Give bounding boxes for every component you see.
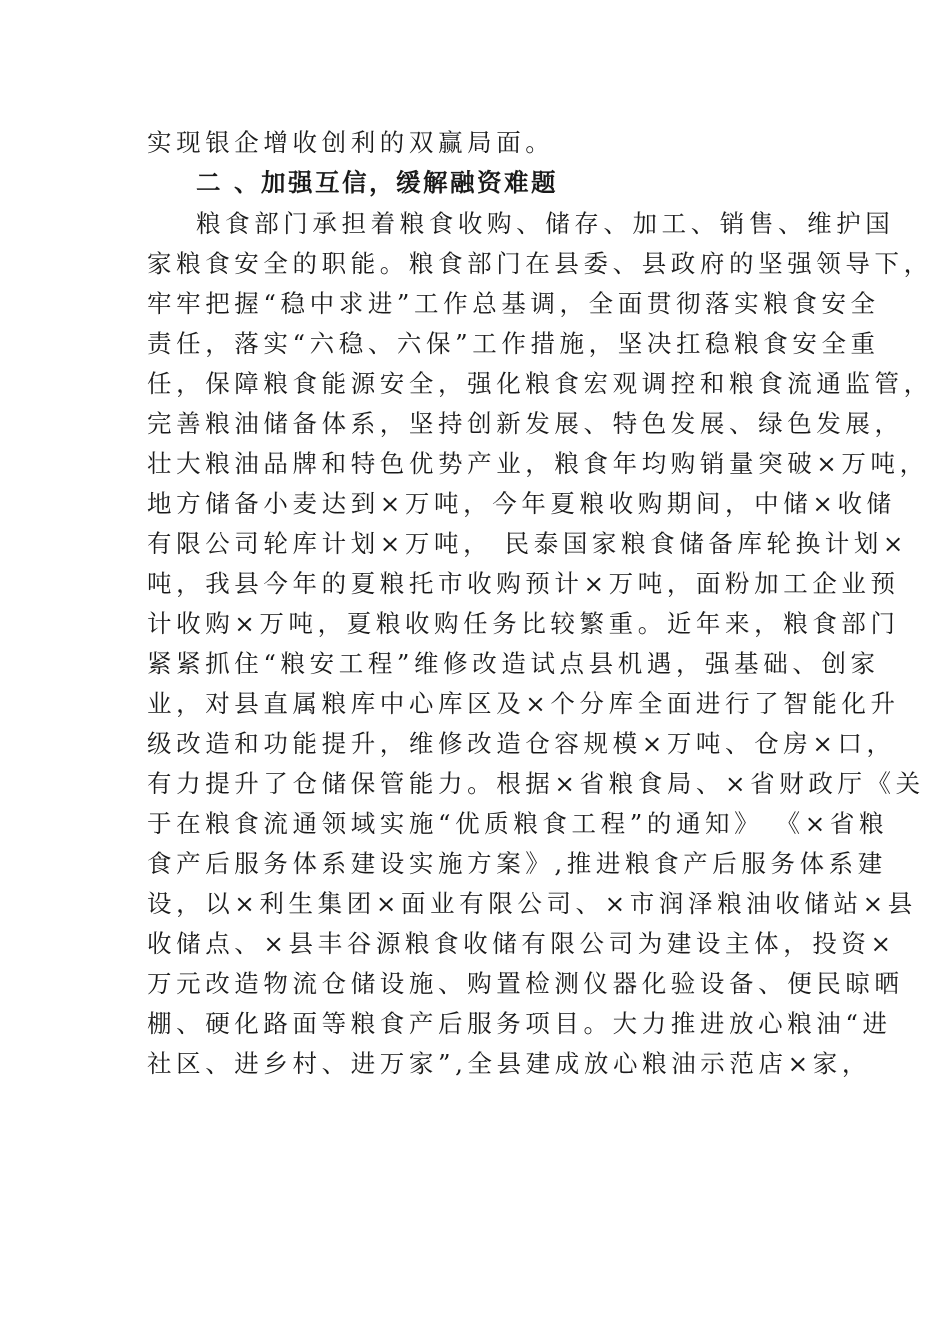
paragraph-line: 棚、硬化路面等粮食产后服务项目。大力推进放心粮油“进 — [147, 1009, 892, 1038]
paragraph-line: 粮食部门承担着粮食收购、储存、加工、销售、维护国 — [196, 209, 895, 238]
paragraph-line: 责任，落实“六稳、六保”工作措施，坚决扛稳粮食安全重 — [147, 329, 880, 358]
paragraph-line: 地方储备小麦达到×万吨，今年夏粮收购期间，中储×收储 — [147, 489, 896, 518]
paragraph-line: 有限公司轮库计划×万吨， 民泰国家粮食储备库轮换计划× — [147, 529, 909, 558]
paragraph-line: 壮大粮油品牌和特色优势产业，粮食年均购销量突破×万吨， — [147, 449, 929, 478]
paragraph-line: 于在粮食流通领域实施“优质粮食工程”的通知》 《×省粮 — [147, 809, 889, 838]
section-heading: 二 、加强互信，缓解融资难题 — [196, 168, 559, 197]
paragraph-line: 社区、进乡村、进万家”,全县建成放心粮油示范店×家， — [147, 1049, 871, 1078]
paragraph-line: 完善粮油储备体系，坚持创新发展、特色发展、绿色发展， — [147, 409, 904, 438]
paragraph-line: 紧紧抓住“粮安工程”维修改造试点县机遇，强基础、创家 — [147, 649, 880, 678]
continuation-line: 实现银企增收创利的双赢局面。 — [147, 128, 555, 157]
paragraph-line: 计收购×万吨，夏粮收购任务比较繁重。近年来，粮食部门 — [147, 609, 900, 638]
paragraph-line: 业，对县直属粮库中心库区及×个分库全面进行了智能化升 — [147, 689, 900, 718]
paragraph-line: 级改造和功能提升，维修改造仓容规模×万吨、仓房×口， — [147, 729, 896, 758]
paragraph-line: 设，以×利生集团×面业有限公司、×市润泽粮油收储站×县 — [147, 889, 917, 918]
paragraph-line: 有力提升了仓储保管能力。根据×省粮食局、×省财政厅《关 — [147, 769, 925, 798]
paragraph-line: 牢牢把握“稳中求进”工作总基调，全面贯彻落实粮食安全 — [147, 289, 880, 318]
paragraph-line: 吨，我县今年的夏粮托市收购预计×万吨，面粉加工企业预 — [147, 569, 900, 598]
paragraph-line: 家粮食安全的职能。粮食部门在县委、县政府的坚强领导下， — [147, 249, 933, 278]
paragraph-line: 食产后服务体系建设实施方案》,推进粮食产后服务体系建 — [147, 849, 887, 878]
paragraph-line: 任，保障粮食能源安全，强化粮食宏观调控和粮食流通监管， — [147, 369, 933, 398]
paragraph-line: 收储点、×县丰谷源粮食收储有限公司为建设主体，投资× — [147, 929, 896, 958]
paragraph-line: 万元改造物流仓储设施、购置检测仪器化验设备、便民晾晒 — [147, 969, 904, 998]
